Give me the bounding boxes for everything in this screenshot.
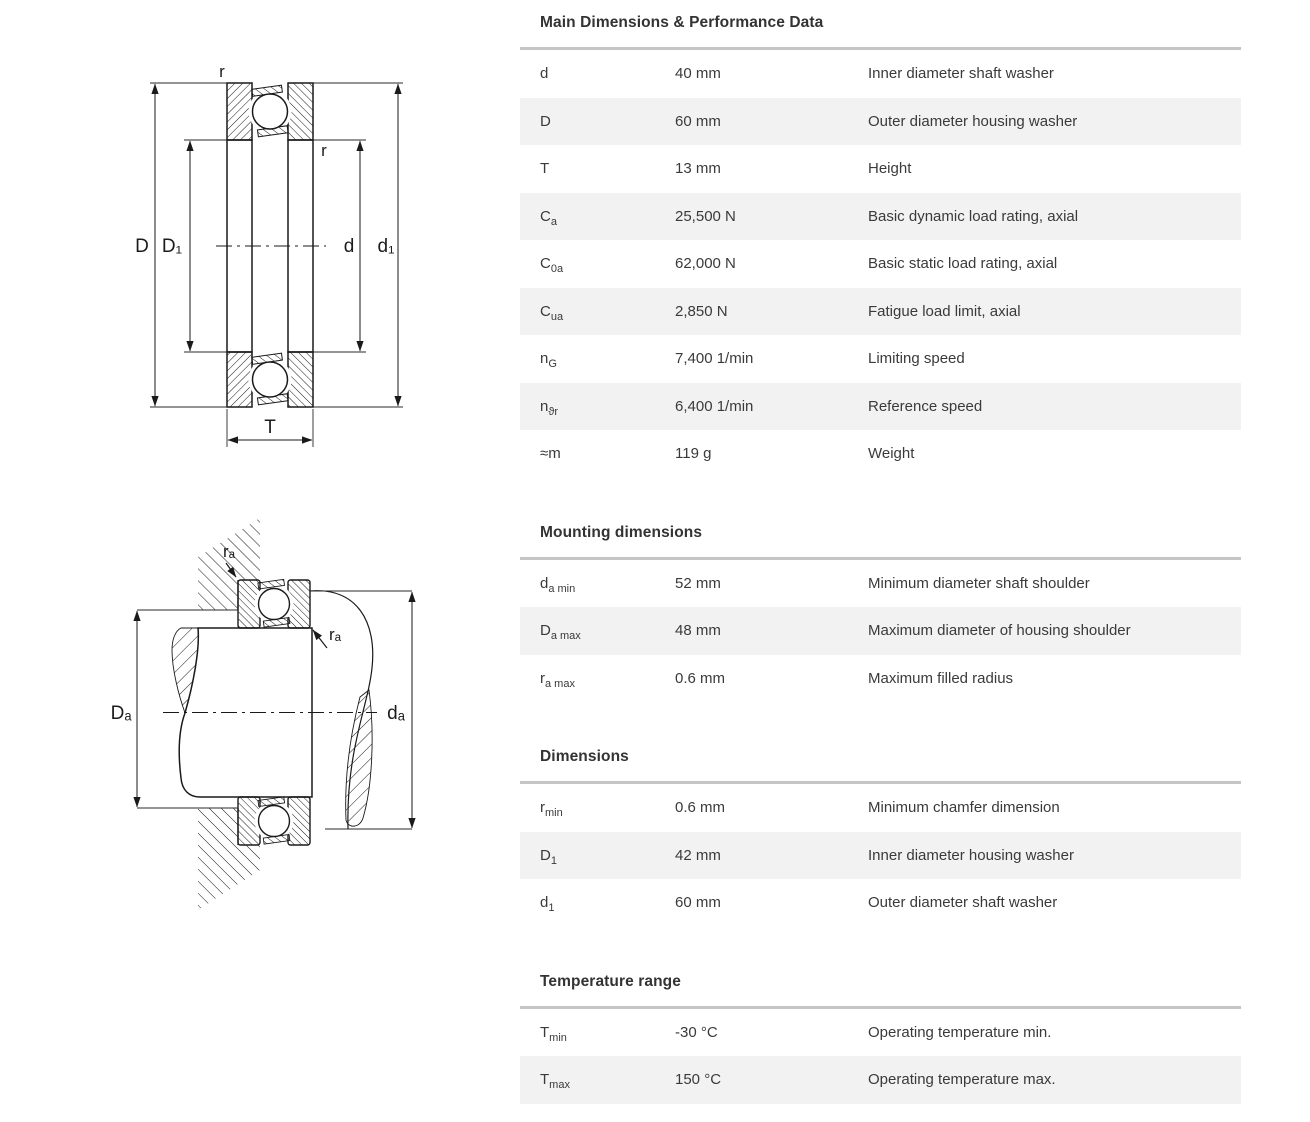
table-row xyxy=(520,607,1241,655)
table-row xyxy=(520,50,1241,98)
symbol-base: r xyxy=(540,799,545,817)
table-row xyxy=(520,560,1241,608)
description-cell: Reference speed xyxy=(868,397,983,415)
label-D: D xyxy=(135,236,149,257)
section-dimensions xyxy=(520,734,1241,927)
description-cell: Minimum chamfer dimension xyxy=(868,799,1060,817)
value-cell: 119 g xyxy=(675,445,712,463)
symbol-cell xyxy=(540,574,675,595)
value-cell: 0.6 mm xyxy=(675,799,726,817)
symbol-base: T xyxy=(540,160,550,178)
description-cell: Inner diameter housing washer xyxy=(868,846,1074,864)
label-T: T xyxy=(264,417,276,438)
symbol-base: D xyxy=(540,112,551,130)
symbol-cell xyxy=(540,302,675,323)
symbol-cell xyxy=(540,846,675,867)
symbol-subscript: a max xyxy=(550,630,581,643)
value-cell: 48 mm xyxy=(675,622,721,640)
description-cell: Minimum diameter shaft shoulder xyxy=(868,574,1090,592)
table-row xyxy=(520,383,1241,431)
symbol-subscript: 1 xyxy=(550,854,557,867)
symbol-base: d xyxy=(540,894,549,912)
symbol-subscript: max xyxy=(549,1079,570,1092)
spec-tables xyxy=(520,0,1241,1104)
symbol-base: C xyxy=(540,207,551,225)
symbol-subscript: a max xyxy=(545,677,575,690)
label-d: d xyxy=(343,236,355,257)
symbol-cell xyxy=(540,1071,675,1092)
table xyxy=(520,557,1241,703)
symbol-base: d xyxy=(540,65,549,83)
bearing-cross-section-drawing xyxy=(120,50,460,490)
symbol-cell xyxy=(540,255,675,276)
description-cell: Operating temperature max. xyxy=(868,1071,1056,1089)
table-row xyxy=(520,430,1241,478)
symbol-base: r xyxy=(540,669,545,687)
label-D1: D₁ xyxy=(161,236,183,257)
table xyxy=(520,781,1241,927)
section-temperature-range xyxy=(520,959,1241,1104)
description-cell: Basic dynamic load rating, axial xyxy=(868,207,1079,225)
symbol-cell xyxy=(540,207,675,228)
symbol-subscript: ϑr xyxy=(548,405,559,418)
table-row xyxy=(520,98,1241,146)
label-r-inner: r xyxy=(321,141,327,160)
symbol-cell xyxy=(540,65,675,82)
bearing-bottom xyxy=(238,797,310,845)
table-row xyxy=(520,879,1241,927)
symbol-base: ≈m xyxy=(540,445,561,463)
table xyxy=(520,1006,1241,1104)
label-Da: Dₐ xyxy=(110,703,132,724)
section-main-dimensions xyxy=(520,0,1241,478)
symbol-base: D xyxy=(540,622,551,640)
description-cell: Maximum filled radius xyxy=(868,669,1014,687)
bearing-top xyxy=(238,579,310,628)
symbol-cell xyxy=(540,160,675,177)
value-cell: 60 mm xyxy=(675,894,721,912)
label-r-outer: r xyxy=(219,62,225,81)
symbol-subscript: a min xyxy=(548,582,576,595)
symbol-cell xyxy=(540,622,675,643)
description-cell: Weight xyxy=(868,445,915,463)
value-cell: 7,400 1/min xyxy=(675,350,754,368)
bearing-mounting-drawing xyxy=(105,500,445,930)
section-title: Main Dimensions & Performance Data xyxy=(540,14,824,31)
description-cell: Fatigue load limit, axial xyxy=(868,302,1021,320)
value-cell: 6,400 1/min xyxy=(675,397,754,415)
description-cell: Operating temperature min. xyxy=(868,1023,1052,1041)
symbol-subscript: ua xyxy=(550,310,564,323)
symbol-base: D xyxy=(540,846,551,864)
description-cell: Inner diameter shaft washer xyxy=(868,65,1054,83)
section-title: Mounting dimensions xyxy=(540,523,703,541)
table-row xyxy=(520,832,1241,880)
table-row xyxy=(520,1056,1241,1104)
label-ra-shaft: rₐ xyxy=(329,625,341,644)
table-row xyxy=(520,193,1241,241)
label-d1: d₁ xyxy=(377,236,395,257)
value-cell: 60 mm xyxy=(675,112,721,130)
label-da: dₐ xyxy=(387,703,405,724)
symbol-base: T xyxy=(540,1071,550,1089)
symbol-cell xyxy=(540,1023,675,1044)
description-cell: Limiting speed xyxy=(868,350,965,368)
symbol-cell xyxy=(540,894,675,915)
table-row xyxy=(520,240,1241,288)
shaft-break-hatch-right xyxy=(346,690,372,826)
symbol-cell xyxy=(540,669,675,690)
label-ra-housing: rₐ xyxy=(223,542,235,561)
description-cell: Height xyxy=(868,160,912,178)
table-row xyxy=(520,1009,1241,1057)
symbol-base: C xyxy=(540,255,551,273)
symbol-subscript: min xyxy=(549,1031,567,1044)
symbol-base: d xyxy=(540,574,549,592)
value-cell: 42 mm xyxy=(675,846,721,864)
ball-top xyxy=(249,85,292,137)
symbol-cell xyxy=(540,113,675,130)
description-cell: Outer diameter shaft washer xyxy=(868,894,1058,912)
symbol-subscript: 0a xyxy=(550,263,564,276)
value-cell: 40 mm xyxy=(675,65,721,83)
value-cell: 62,000 N xyxy=(675,255,736,273)
section-mounting-dimensions xyxy=(520,510,1241,703)
table-row xyxy=(520,655,1241,703)
symbol-subscript: a xyxy=(550,215,557,228)
symbol-cell xyxy=(540,799,675,820)
value-cell: 52 mm xyxy=(675,574,721,592)
symbol-cell xyxy=(540,445,675,462)
description-cell: Maximum diameter of housing shoulder xyxy=(868,622,1131,640)
symbol-base: C xyxy=(540,302,551,320)
description-cell: Basic static load rating, axial xyxy=(868,255,1058,273)
ball-bottom xyxy=(249,353,292,405)
symbol-subscript: min xyxy=(545,807,563,820)
value-cell: 2,850 N xyxy=(675,302,728,320)
value-cell: 25,500 N xyxy=(675,207,736,225)
table-row xyxy=(520,335,1241,383)
symbol-cell xyxy=(540,397,675,418)
table-row xyxy=(520,784,1241,832)
section-title: Temperature range xyxy=(540,972,681,990)
symbol-base: n xyxy=(540,350,549,368)
table-row xyxy=(520,145,1241,193)
value-cell: 13 mm xyxy=(675,160,721,178)
value-cell: -30 °C xyxy=(675,1023,718,1041)
symbol-cell xyxy=(540,350,675,371)
table-row xyxy=(520,288,1241,336)
symbol-subscript: G xyxy=(548,358,557,371)
symbol-base: T xyxy=(540,1023,550,1041)
leader-ra-shaft xyxy=(313,630,327,648)
symbol-base: n xyxy=(540,397,549,415)
value-cell: 150 °C xyxy=(675,1071,722,1089)
section-title: Dimensions xyxy=(540,748,629,765)
symbol-subscript: 1 xyxy=(548,902,555,915)
value-cell: 0.6 mm xyxy=(675,669,726,687)
table xyxy=(520,47,1241,478)
description-cell: Outer diameter housing washer xyxy=(868,112,1078,130)
